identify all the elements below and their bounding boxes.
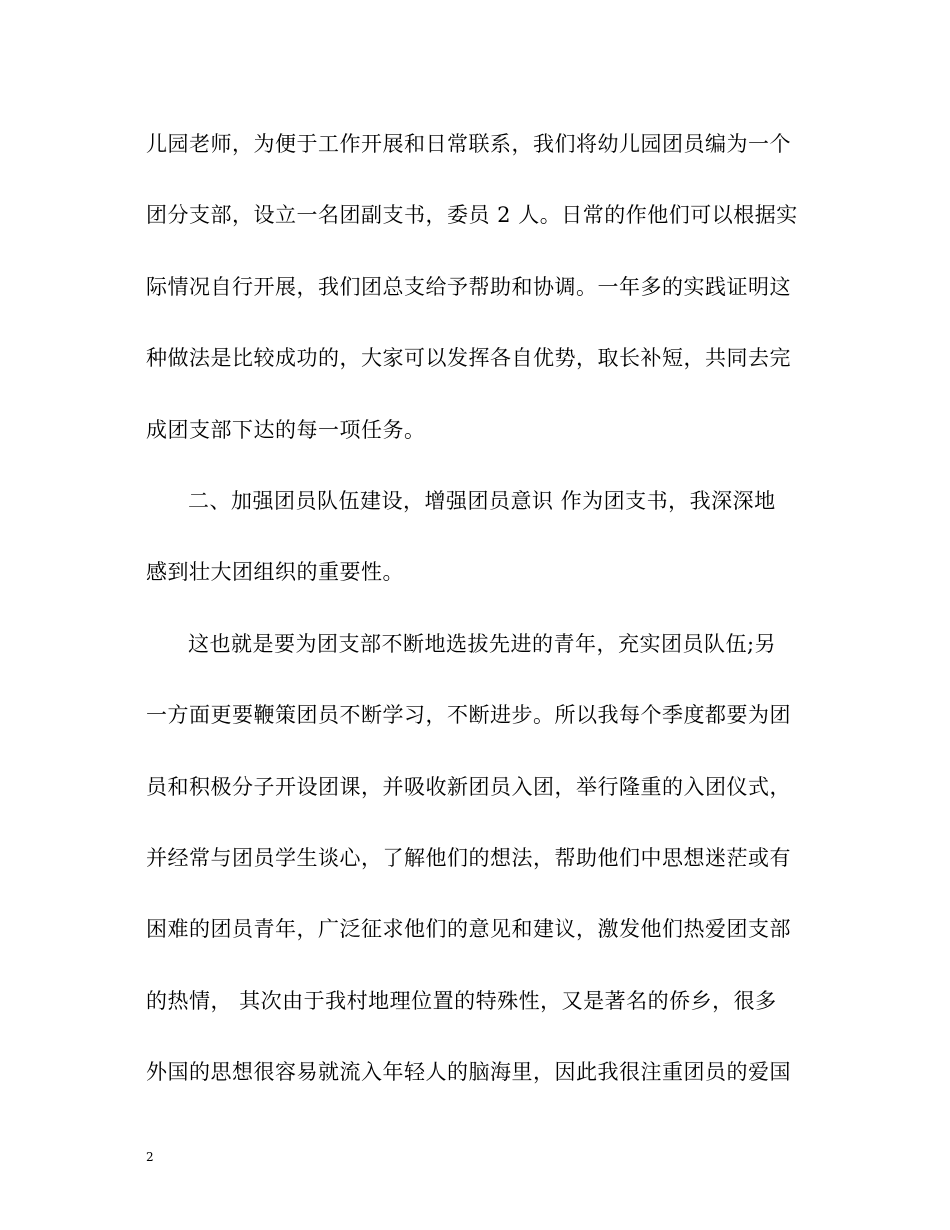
text-line: 这也就是要为团支部不断地选拔先进的青年，充实团员队伍;另 <box>188 631 777 656</box>
text-line: 外国的思想很容易就流入年轻人的脑海里，因此我很注重团员的爱国 <box>146 1060 791 1085</box>
text-line: 并经常与团员学生谈心，了解他们的想法，帮助他们中思想迷茫或有 <box>146 845 791 870</box>
text-line: 二、加强团员队伍建设，增强团员意识 作为团支书，我深深地 <box>188 488 776 513</box>
text-line: 种做法是比较成功的，大家可以发挥各自优势，取长补短，共同去完 <box>146 346 791 371</box>
text-line: 际情况自行开展，我们团总支给予帮助和协调。一年多的实践证明这 <box>146 274 791 299</box>
body-text <box>146 118 806 1117</box>
text-line: 一方面更要鞭策团员不断学习，不断进步。所以我每个季度都要为团 <box>146 703 791 728</box>
text-line: 成团支部下达的每一项任务。 <box>146 417 426 442</box>
text-line: 的热情， 其次由于我村地理位置的特殊性，又是著名的侨乡，很多 <box>146 988 777 1013</box>
page-number: 2 <box>146 1150 154 1164</box>
text-line: 困难的团员青年，广泛征求他们的意见和建议，激发他们热爱团支部 <box>146 917 791 942</box>
text-line: 员和积极分子开设团课，并吸收新团员入团，举行隆重的入团仪式， <box>146 774 791 799</box>
text-line: 儿园老师，为便于工作开展和日常联系，我们将幼儿园团员编为一个 <box>146 132 791 156</box>
text-line: 团分支部，设立一名团副支书，委员 2 人。日常的作他们可以根据实 <box>146 203 798 228</box>
text-line: 感到壮大团组织的重要性。 <box>146 560 404 585</box>
